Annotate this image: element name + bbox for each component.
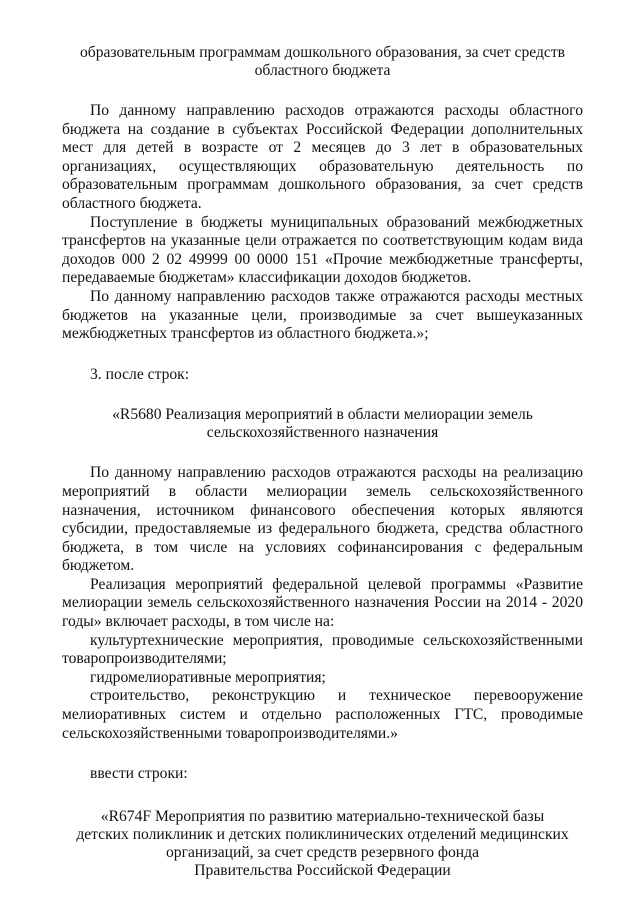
top-heading-line-1: образовательным программам дошкольного образования, за счет средств xyxy=(79,44,565,61)
paragraph-transfers-income: Поступление в бюджеты муниципальных образований межбюджетных трансфертов на указанные цели отражается по соответствующим кодам вида доходов 000 2 02 49999 00 0000 151 «Прочие межбюджетные трансферты, передаваемые бюджетам» классификации доходов бюджетов. xyxy=(62,213,583,287)
r5680-heading-line-1: «R5680 Реализация мероприятий в области мелиорации земель xyxy=(112,406,533,424)
r674f-heading-line-2: детских поликлиник и детских поликлинических отделений медицинских xyxy=(76,825,569,843)
r5680-heading-line-2: сельскохозяйственного назначения xyxy=(206,424,439,442)
spacer xyxy=(62,442,583,464)
spacer xyxy=(62,784,583,808)
paragraph-federal-program: Реализация мероприятий федеральной целевой программы «Развитие мелиорации земель сельскохозяйственного назначения России на 2014 - 2020 годы» включает расходы, в том числе на: xyxy=(62,575,583,631)
top-heading xyxy=(62,44,583,80)
spacer xyxy=(62,743,583,765)
paragraph-local-budgets: По данному направлению расходов также отражаются расходы местных бюджетов на указанные цели, производимые за счет вышеуказанных межбюджетных трансфертов из областного бюджета.»; xyxy=(62,287,583,343)
spacer xyxy=(62,384,583,406)
r674f-heading xyxy=(62,808,583,880)
insert-lines-label: ввести строки: xyxy=(90,765,188,783)
paragraph-construction: строительство, реконструкцию и техническое перевооружение мелиоративных систем и отдельно расположенных ГТС, проводимые сельскохозяйственными товаропроизводителями.» xyxy=(62,687,583,742)
r5680-heading xyxy=(62,406,583,442)
r674f-heading-line-4: Правительства Российской Федерации xyxy=(194,861,451,879)
paragraph-melioration-expenses: По данному направлению расходов отражаются расходы на реализацию мероприятий в области мелиорации земель сельскохозяйственного назначения, источником финансового обеспечения которых являются субсидии, предоставляемые из федерального бюджета, средства областного бюджета, в том числе на условиях софинансирования с федеральным бюджетом. xyxy=(62,464,583,575)
paragraph-expenses-description: По данному направлению расходов отражаются расходы областного бюджета на создание в субъектах Российской Федерации дополнительных мест для детей в возрасте от 2 месяцев до 3 лет в образовательных организациях, осуществляющих образовательную деятельность по образовательным программам дошкольного образования, за счет средств областного бюджета. xyxy=(62,102,583,212)
paragraph-cultural-technical: культуртехнические мероприятия, проводимые сельскохозяйственными товаропроизводителями; xyxy=(62,631,583,668)
r674f-heading-line-3: организаций, за счет средств резервного фонда xyxy=(165,843,480,861)
document-page xyxy=(62,44,583,880)
r674f-heading-line-1: «R674F Мероприятия по развитию материально-технической базы xyxy=(100,807,545,825)
paragraph-hydromelioration: гидромелиоративные мероприятия; xyxy=(90,668,326,686)
spacer xyxy=(62,80,583,102)
spacer xyxy=(62,344,583,366)
point-3-label: 3. после строк: xyxy=(90,365,190,383)
top-heading-line-2: областного бюджета xyxy=(254,62,391,79)
